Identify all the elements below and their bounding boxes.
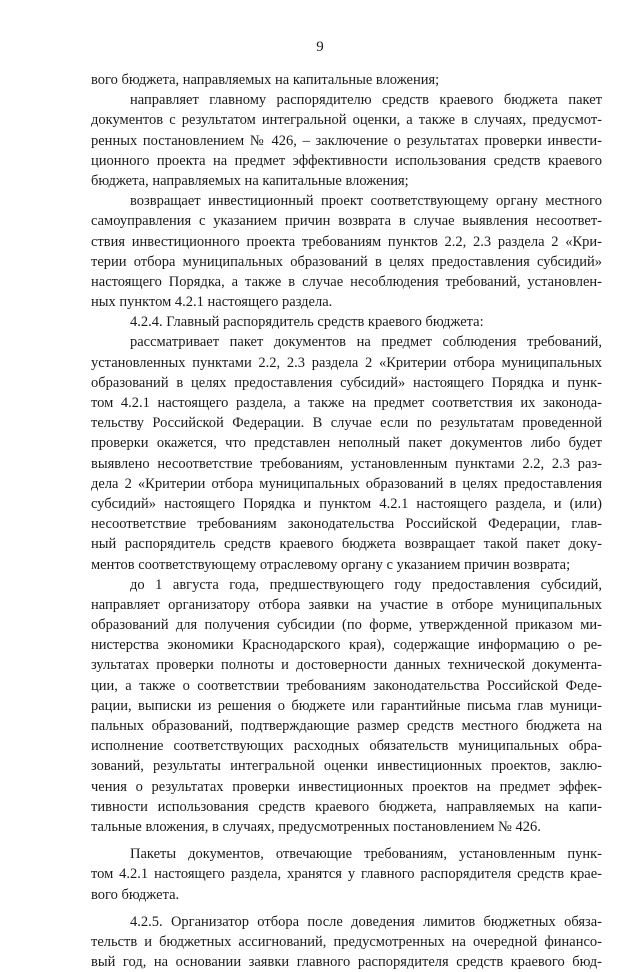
text-line: самоуправления с указанием причин возврата в случае выявления несоответ- bbox=[91, 213, 602, 230]
text-line: тальные вложения, в случаях, предусмотренных постановлением № 426. bbox=[91, 818, 541, 835]
text-line: тельств и бюджетных ассигнований, предусмотренных на очередной финансо- bbox=[91, 933, 602, 950]
text-line: вый год, на основании заявки главного распорядителя средств краевого бюд- bbox=[91, 954, 602, 971]
text-line: вого бюджета, направляемых на капитальные вложения; bbox=[91, 72, 440, 88]
text-line: настоящего Порядка, а также в случае несоблюдения требований, установлен- bbox=[91, 273, 602, 290]
text-line: субсидий» настоящего Порядка и пунктом 4.2.1 настоящего раздела, и (или) bbox=[91, 495, 602, 512]
text-line: исполнение соответствующих расходных обязательств муниципальных обра- bbox=[91, 738, 602, 755]
text-line: ный распорядитель средств краевого бюджета возвращает такой пакет доку- bbox=[91, 536, 602, 553]
text-line: ренных постановлением № 426, – заключение о результатах проверки инвести- bbox=[91, 132, 602, 149]
text-line: возвращает инвестиционный проект соответствующему органу местного bbox=[130, 193, 602, 210]
text-line: направляет главному распорядителю средств краевого бюджета пакет bbox=[130, 92, 602, 109]
text-line: чения о результатах проверки инвестиционных проектов на предмет эффек- bbox=[91, 778, 602, 795]
text-line: пальных образований, подтверждающие размер средств местного бюджета на bbox=[91, 718, 602, 734]
text-line: тельству Российской Федерации. В случае если по результатам проведенной bbox=[91, 415, 602, 432]
text-line: образований для получения субсидии (по форме, утвержденной приказом ми- bbox=[91, 617, 602, 634]
text-line: ции, а также о соответствии требованиям законодательства Российской Феде- bbox=[91, 677, 602, 694]
text-line: ствия инвестиционного проекта требованиям пунктов 2.2, 2.3 раздела 2 «Кри- bbox=[91, 233, 602, 250]
paragraph-gap bbox=[91, 837, 602, 844]
text-line: проверки окажется, что представлен неполный пакет документов либо будет bbox=[91, 435, 602, 452]
text-line: документов с результатом интегральной оценки, а также в случаях, предусмот- bbox=[91, 112, 602, 129]
text-line: ных пунктом 4.2.1 настоящего раздела. bbox=[91, 294, 333, 311]
text-line: рассматривает пакет документов на предмет соблюдения требований, bbox=[130, 334, 602, 351]
text-line: терии отбора муниципальных образований в целях предоставления субсидий» bbox=[91, 253, 602, 270]
text-line: вого бюджета. bbox=[91, 886, 180, 903]
text-line: направляет организатору отбора заявки на участие в отборе муниципальных bbox=[91, 596, 602, 613]
body-text bbox=[91, 70, 602, 972]
text-line: бюджета, направляемых на капитальные вложения; bbox=[91, 172, 409, 189]
text-line: зований, результаты интегральной оценки инвестиционных проектов, заклю- bbox=[91, 758, 602, 775]
text-line: том 4.2.1 настоящего раздела, а также на предмет соответствия их законода- bbox=[91, 395, 602, 411]
text-line: зультатах проверки полноты и достоверности данных технической документа- bbox=[91, 657, 602, 674]
text-line: несоответствие требованиям законодательства Российской Федерации, глав- bbox=[91, 516, 602, 533]
text-line: нистерства экономики Краснодарского края), содержащие информацию о ре- bbox=[91, 637, 602, 654]
text-line: 4.2.5. Организатор отбора после доведения лимитов бюджетных обяза- bbox=[130, 913, 602, 930]
text-line: установленных пунктами 2.2, 2.3 раздела 2 «Критерии отбора муниципальных bbox=[91, 354, 602, 371]
paragraph-gap bbox=[91, 905, 602, 912]
text-line: рации, выписки из решения о бюджете или гарантийные письма глав муници- bbox=[91, 697, 602, 714]
text-line: ментов соответствующему отраслевому органу с указанием причин возврата; bbox=[91, 556, 571, 573]
text-line: выявлено несоответствие требованиям, установленным пунктами 2.2, 2.3 раз- bbox=[91, 455, 602, 472]
page-number: 9 bbox=[316, 39, 324, 55]
text-line: образований в целях предоставления субсидий» настоящего Порядка и пунк- bbox=[91, 374, 602, 391]
text-line: том 4.2.1 настоящего раздела, хранятся у главного распорядителя средств крае- bbox=[91, 866, 602, 883]
text-line: тивности использования средств краевого бюджета, направляемых на капи- bbox=[91, 798, 602, 815]
text-line: Пакеты документов, отвечающие требованиям, установленным пунк- bbox=[130, 846, 602, 863]
text-line: ционного проекта на предмет эффективности использования средств краевого bbox=[91, 152, 602, 169]
text-line: дела 2 «Критерии отбора муниципальных образований в целях предоставления bbox=[91, 475, 602, 492]
text-line: до 1 августа года, предшествующего году предоставления субсидий, bbox=[130, 576, 602, 593]
text-line: 4.2.4. Главный распорядитель средств краевого бюджета: bbox=[130, 314, 484, 331]
